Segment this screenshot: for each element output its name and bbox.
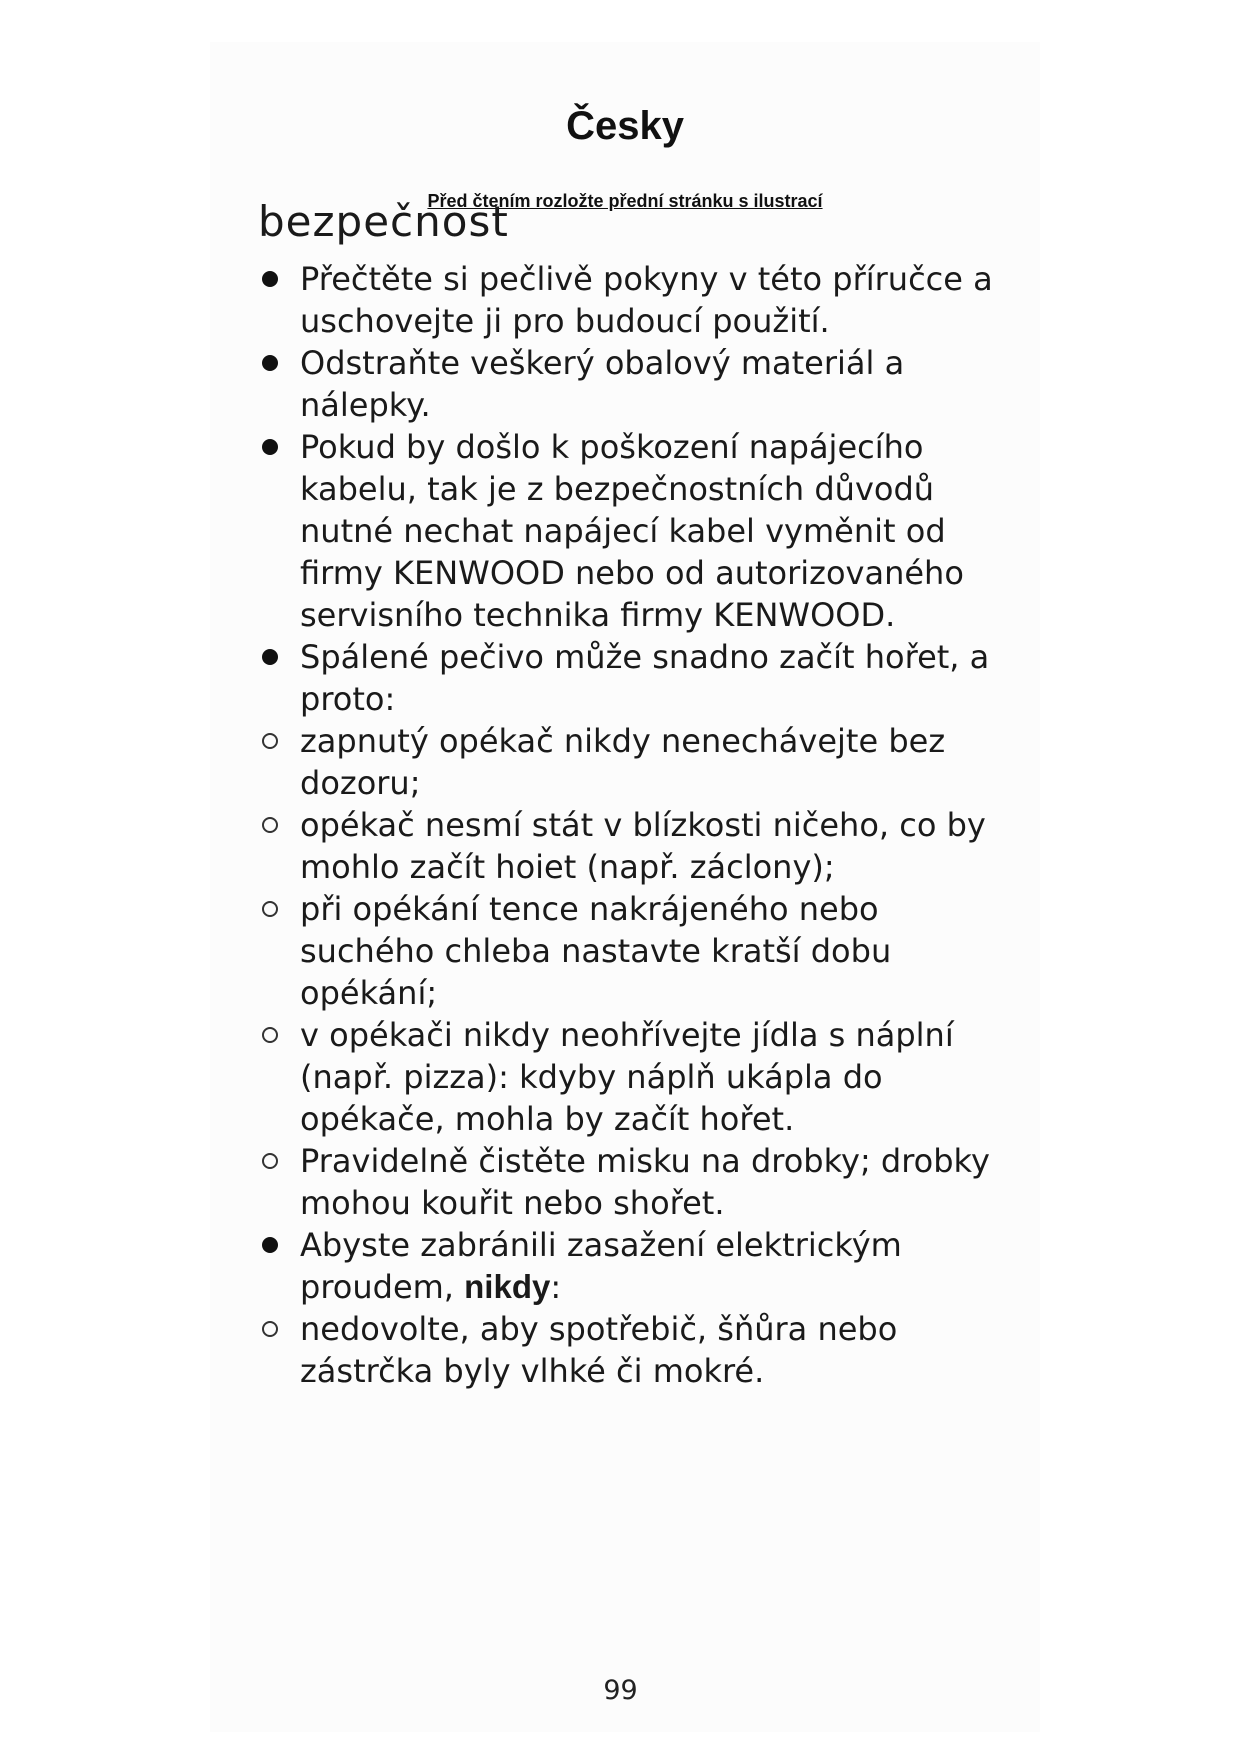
list-item (258, 804, 998, 888)
list-item (258, 342, 998, 426)
list-item (258, 258, 998, 342)
list-item (258, 888, 998, 1014)
list-item (258, 426, 998, 636)
list-item-text: Pokud by došlo k poškození napájecího kabelu, tak je z bezpečnostních důvodů nutné nechat napájecí kabel vyměnit od firmy KENWOOD nebo od autorizovaného servisního technika firmy KENWOOD. (300, 428, 964, 634)
bullet-icon (262, 271, 278, 287)
list-item-text: Abyste zabránili zasažení elektrickým proudem, (300, 1226, 902, 1306)
circle-bullet-icon (262, 901, 278, 917)
list-item (258, 636, 998, 720)
language-title: Česky (566, 104, 684, 148)
list-item-text: Přečtěte si pečlivě pokyny v této příručce a uschovejte ji pro budoucí použití. (300, 260, 993, 340)
list-item (258, 1224, 998, 1308)
list-item-text: Pravidelně čistěte misku na drobky; drobky mohou kouřit nebo shořet. (300, 1142, 990, 1222)
circle-bullet-icon (262, 1153, 278, 1169)
list-item-text: v opékači nikdy neohřívejte jídla s náplní (např. pizza): kdyby náplň ukápla do opékače, mohla by začít hořet. (300, 1016, 954, 1138)
bullet-icon (262, 649, 278, 665)
safety-list (258, 258, 998, 1392)
circle-bullet-icon (262, 1321, 278, 1337)
circle-bullet-icon (262, 1027, 278, 1043)
list-item-text: Odstraňte veškerý obalový materiál a nálepky. (300, 344, 905, 424)
list-item-text: nedovolte, aby spotřebič, šňůra nebo zástrčka byly vlhké či mokré. (300, 1310, 898, 1390)
page-number: 99 (603, 1675, 638, 1706)
bullet-icon (262, 1237, 278, 1253)
list-item-text: zapnutý opékač nikdy nenechávejte bez dozoru; (300, 722, 946, 802)
list-item-text: při opékání tence nakrájeného nebo suchého chleba nastavte kratší dobu opékání; (300, 890, 892, 1012)
section-heading: bezpečnost (258, 197, 509, 246)
list-item-text: Spálené pečivo může snadno začít hořet, a proto: (300, 638, 990, 718)
circle-bullet-icon (262, 817, 278, 833)
list-item-text: opékač nesmí stát v blízkosti ničeho, co by mohlo začít hoiet (např. záclony); (300, 806, 986, 886)
emphasis-text: nikdy (464, 1268, 551, 1305)
list-item (258, 1308, 998, 1392)
safety-section (258, 198, 998, 1392)
list-item (258, 1014, 998, 1140)
list-item-text-suffix: : (550, 1268, 562, 1306)
bullet-icon (262, 439, 278, 455)
list-item (258, 720, 998, 804)
bullet-icon (262, 355, 278, 371)
list-item (258, 1140, 998, 1224)
instruction-subtitle: Před čtením rozložte přední stránku s ilustrací (427, 191, 823, 211)
circle-bullet-icon (262, 733, 278, 749)
